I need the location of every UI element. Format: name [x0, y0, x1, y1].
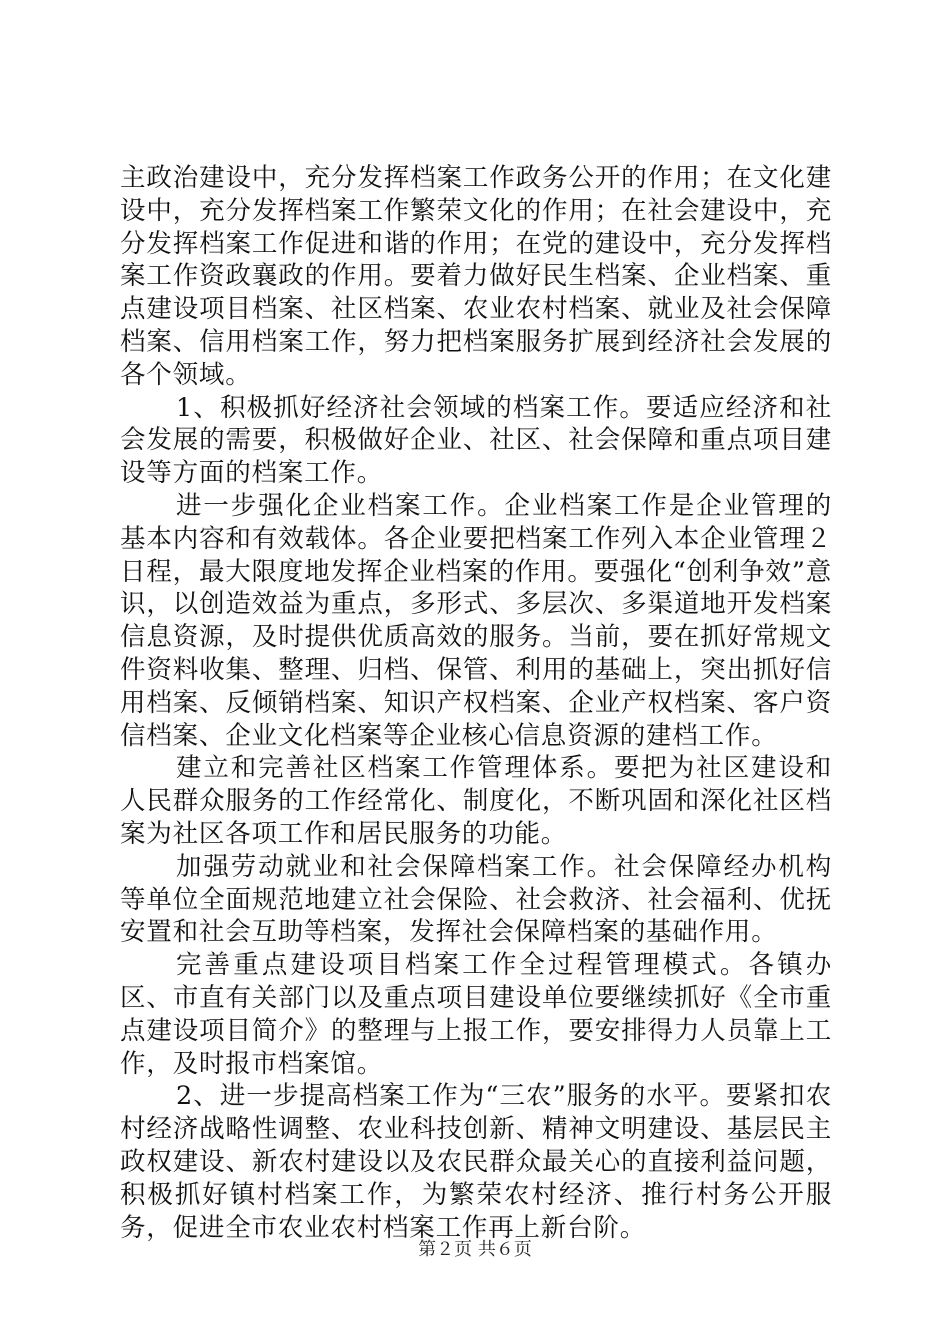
paragraph-section-1: 1、积极抓好经济社会领域的档案工作。要适应经济和社会发展的需要，积极做好企业、社区、社会保障和重点项目建设等方面的档案工作。 — [120, 392, 832, 489]
page-number-footer: 第２页 共６页 — [418, 1239, 532, 1260]
paragraph-continued: 主政治建设中，充分发挥档案工作政务公开的作用；在文化建设中，充分发挥档案工作繁荣文化的作用；在社会建设中，充分发挥档案工作促进和谐的作用；在党的建设中，充分发挥档案工作资政襄政的作用。要着力做好民生档案、企业档案、重点建设项目档案、社区档案、农业农村档案、就业及社会保障档案、信用档案工作，努力把档案服务扩展到经济社会发展的各个领域。 — [120, 163, 832, 390]
paragraph-enterprise-archives: 进一步强化企业档案工作。企业档案工作是企业管理的基本内容和有效载体。各企业要把档案工作列入本企业管理２日程，最大限度地发挥企业档案的作用。要强化“创利争效”意识，以创造效益为重点，多形式、多层次、多渠道地开发档案信息资源，及时提供优质高效的服务。当前，要在抓好常规文件资料收集、整理、归档、保管、利用的基础上，突出抓好信用档案、反倾销档案、知识产权档案、企业产权档案、客户资信档案、企业文化档案等企业核心信息资源的建档工作。 — [120, 490, 832, 751]
paragraph-section-2: 2、进一步提高档案工作为“三农”服务的水平。要紧扣农村经济战略性调整、农业科技创新、精神文明建设、基层民主政权建设、新农村建设以及农民群众最关心的直接利益问题，积极抓好镇村档案工作，为繁荣农村经济、推行村务公开服务，促进全市农业农村档案工作再上新台阶。 — [120, 1081, 832, 1243]
paragraph-key-projects-archives: 完善重点建设项目档案工作全过程管理模式。各镇办区、市直有关部门以及重点项目建设单位要继续抓好《全市重点建设项目简介》的整理与上报工作，要安排得力人员靠上工作，及时报市档案馆。 — [120, 950, 832, 1079]
paragraph-social-security-archives: 加强劳动就业和社会保障档案工作。社会保障经办机构等单位全面规范地建立社会保险、社会救济、社会福利、优抚安置和社会互助等档案，发挥社会保障档案的基础作用。 — [120, 851, 832, 948]
document-body — [120, 162, 832, 1244]
paragraph-community-archives: 建立和完善社区档案工作管理体系。要把为社区建设和人民群众服务的工作经常化、制度化，不断巩固和深化社区档案为社区各项工作和居民服务的功能。 — [120, 753, 832, 849]
